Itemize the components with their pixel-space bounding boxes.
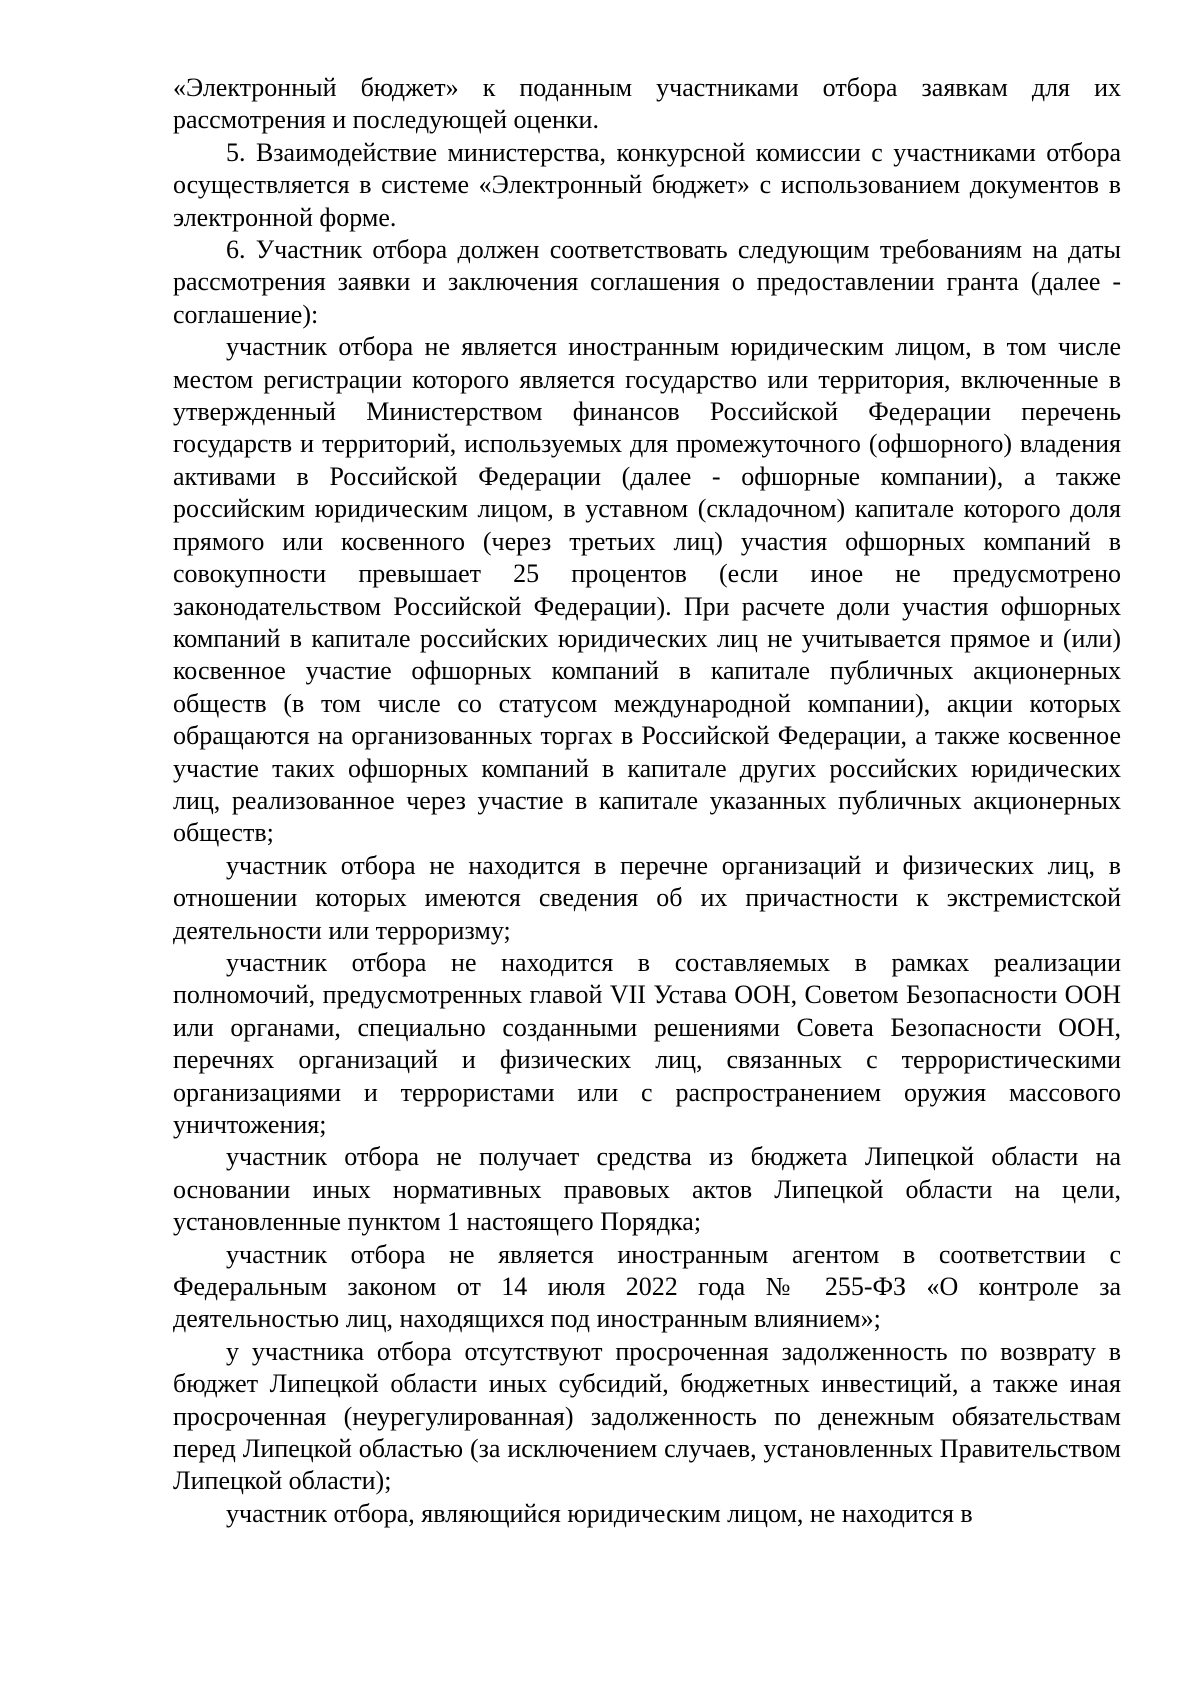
paragraph-extremism-list: участник отбора не находится в перечне организаций и физических лиц, в отношении которых имеются сведения об их причастности к экстремистской деятельности или терроризму; — [173, 850, 1121, 945]
document-body — [173, 72, 1121, 1530]
paragraph-item-6: 6. Участник отбора должен соответствовать следующим требованиям на даты рассмотрения заявки и заключения соглашения о предоставлении гранта (далее - соглашение): — [173, 235, 1121, 329]
paragraph-un-list: участник отбора не находится в составляемых в рамках реализации полномочий, предусмотренных главой VII Устава ООН, Советом Безопасности ООН или органами, специально созданными решениями Совета Безопасности ООН, перечнях организаций и физических лиц, связанных с террористическими организациями и террористами или с распространением оружия массового уничтожения; — [173, 947, 1121, 1139]
paragraph-foreign-agent: участник отбора не является иностранным агентом в соответствии с Федеральным законом от 14 июля 2022 года № 255-ФЗ «О контроле за деятельностью лиц, находящихся под иностранным влиянием»; — [173, 1239, 1121, 1334]
paragraph-continuation: «Электронный бюджет» к поданным участниками отбора заявкам для их рассмотрения и последующей оценки. — [173, 73, 1121, 135]
paragraph-offshore-requirement: участник отбора не является иностранным юридическим лицом, в том числе местом регистрации которого является государство или территория, включенные в утвержденный Министерством финансов Российской Федерации перечень государств и территорий, используемых для промежуточного (офшорного) владения активами в Российской Федерации (далее - офшорные компании), а также российским юридическим лицом, в уставном (складочном) капитале которого доля прямого или косвенного (через третьих лиц) участия офшорных компаний в совокупности превышает 25 процентов (если иное не предусмотрено законодательством Российской Федерации). При расчете доли участия офшорных компаний в капитале российских юридических лиц не учитывается прямое и (или) косвенное участие офшорных компаний в капитале публичных акционерных обществ (в том числе со статусом международной компании), акции которых обращаются на организованных торгах в Российской Федерации, а также косвенное участие таких офшорных компаний в капитале других российских юридических лиц, реализованное через участие в капитале указанных публичных акционерных обществ; — [173, 332, 1121, 848]
paragraph-overdue-debt: у участника отбора отсутствуют просроченная задолженность по возврату в бюджет Липецкой области иных субсидий, бюджетных инвестиций, а также иная просроченная (неурегулированная) задолженность по денежным обязательствам перед Липецкой областью (за исключением случаев, установленных Правительством Липецкой области); — [173, 1336, 1121, 1496]
paragraph-legal-entity: участник отбора, являющийся юридическим лицом, не находится в — [226, 1498, 973, 1528]
paragraph-item-5: 5. Взаимодействие министерства, конкурсной комиссии с участниками отбора осуществляется в системе «Электронный бюджет» с использованием документов в электронной форме. — [173, 137, 1121, 232]
paragraph-other-budget-funds: участник отбора не получает средства из бюджета Липецкой области на основании иных нормативных правовых актов Липецкой области на цели, установленные пунктом 1 настоящего Порядка; — [173, 1142, 1121, 1237]
